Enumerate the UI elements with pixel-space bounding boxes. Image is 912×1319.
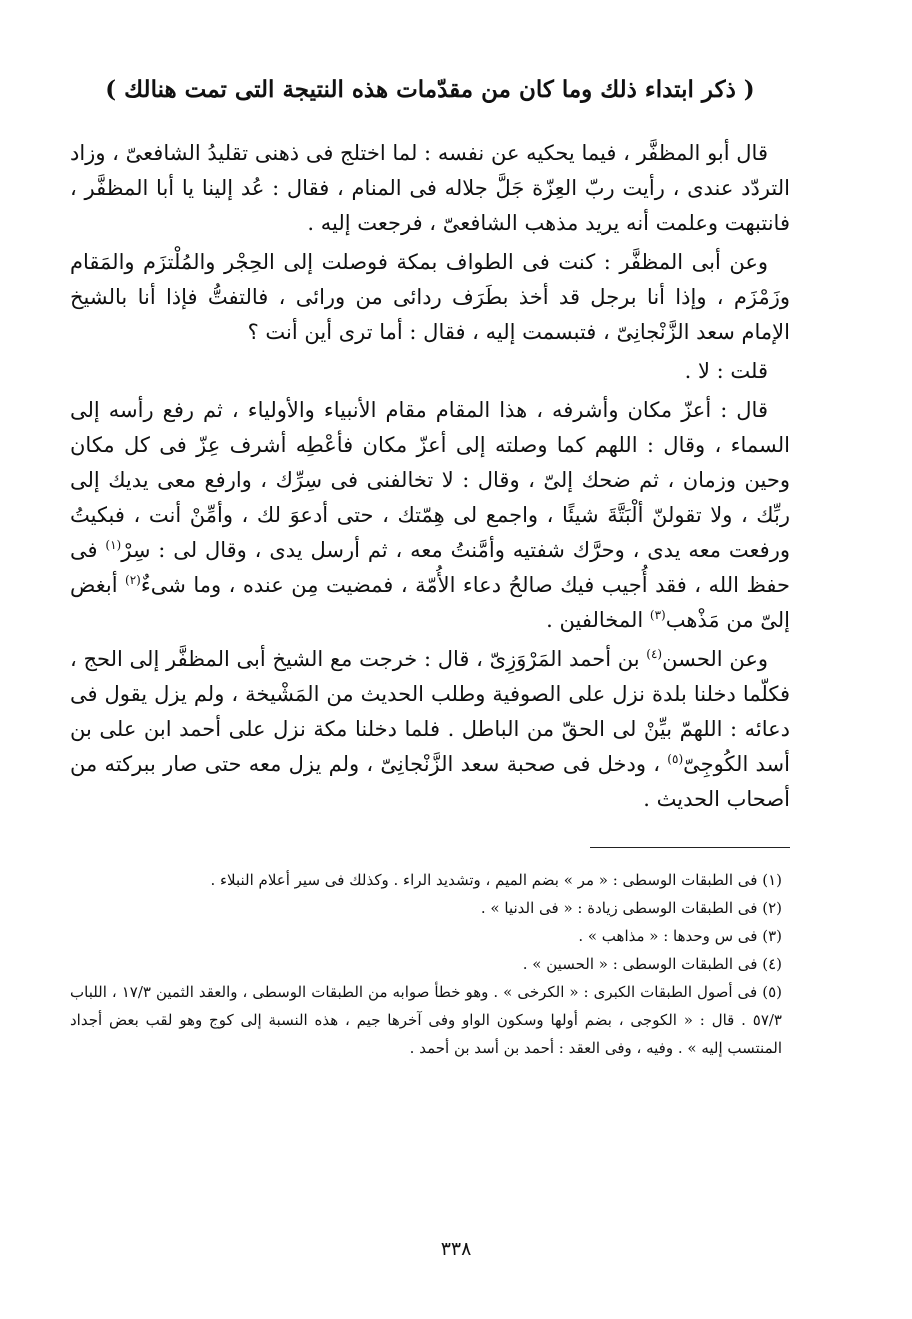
footnote-ref-5[interactable]: (٥) bbox=[667, 752, 684, 766]
footnotes bbox=[70, 866, 790, 1062]
paragraph-text: بن أحمد المَرْوَزِىّ ، قال : خرجت مع الشيخ أبى المظفَّر إلى الحج ، فكلّما دخلنا بلدة نزل على الصوفية وطلب الحديث من المَشْيخة ، ولم يزل يقول فى دعائه : اللهمّ بيِّنْ لى الحقّ من الباطل . فلما دخلنا مكة نزل على أحمد ابن على بن أسد الكُوجِىّ bbox=[70, 647, 790, 776]
footnote-ref-1[interactable]: (١) bbox=[105, 538, 122, 552]
footnote-ref-4[interactable]: (٤) bbox=[646, 647, 663, 661]
footnote-4: (٤) فى الطبقات الوسطى : « الحسين » . bbox=[522, 955, 782, 973]
footnote-ref-3[interactable]: (٣) bbox=[649, 608, 666, 622]
footnote-1: (١) فى الطبقات الوسطى : « مر » بضم الميم ، وتشديد الراء . وكذلك فى سير أعلام النبلاء . bbox=[210, 871, 782, 889]
book-page bbox=[70, 70, 790, 1062]
paragraph-5 bbox=[70, 642, 790, 817]
footnote-3: (٣) فى س وحدها : « مذاهب » . bbox=[578, 927, 782, 945]
footnote-2: (٢) فى الطبقات الوسطى زيادة : « فى الدنيا » . bbox=[480, 899, 782, 917]
paragraph-3 bbox=[70, 354, 790, 389]
paragraph-text: وعن أبى المظفَّر : كنت فى الطواف بمكة فوصلت إلى الحِجْر والمُلْتزَم والمَقام وزَمْزَم ، وإذا أنا برجل قد أخذ بطَرَف ردائى من ورائى ، فالتفتُّ فإذا أنا بالشيخ الإمام سعد الزَّنْجانِىّ ، فتبسمت إليه ، فقال : أما ترى أين أنت ؟ bbox=[70, 250, 790, 344]
paragraph-text: قال أبو المظفَّر ، فيما يحكيه عن نفسه : لما اختلج فى ذهنى تقليدُ الشافعىّ ، وزاد التردّد عندى ، رأيت ربّ العِزّة جَلَّ جلاله فى المنام ، فقال : عُد إلينا يا أبا المظفَّر ، فانتبهت وعلمت أنه يريد مذهب الشافعىّ ، فرجعت إليه . bbox=[70, 141, 790, 235]
paragraph-text: أبغض إلىّ من مَذْهب bbox=[70, 573, 790, 632]
paragraph-text: قلت : لا . bbox=[684, 359, 768, 383]
paragraph-1 bbox=[70, 136, 790, 241]
paragraph-text: قال : أعزّ مكان وأشرفه ، هذا المقام مقام الأنبياء والأولياء ، ثم رفع رأسه إلى السماء ، وقال : اللهم كما وصلته إلى أعزّ مكان فأعْطِه أشرف عِزّ فى كل مكان وحين وزمان ، ثم ضحك إلىّ ، وقال : لا تخالفنى فى سِرِّك ، وارفع معى يديك إلى ربِّك ، ولا تقولنّ ألْبَتَّةَ شيئًا ، واجمع لى هِمّتك ، حتى أدعوَ لك ، وأمِّنْ أنت ، فبكيتُ ورفعت معه يدى ، وحرَّك شفتيه وأمَّنتُ معه ، ثم أرسل يدى ، وقال لى : سِرْ bbox=[70, 398, 790, 562]
page-number: ٣٣٨ bbox=[440, 1238, 472, 1260]
paragraph-text: المخالفين . bbox=[546, 608, 650, 632]
footnote-ref-2[interactable]: (٢) bbox=[125, 573, 141, 587]
paragraph-text: فى حفظ الله ، فقد أُجيب فيك صالحُ دعاء الأُمّة ، فمضيت مِن عنده ، وما شىءٌ bbox=[70, 538, 790, 597]
footnote-5: (٥) فى أصول الطبقات الكبرى : « الكرخى » . وهو خطأ صوابه من الطبقات الوسطى ، والعقد الثمين ١٧/٣ ، اللباب ٥٧/٣ . قال : « الكوجى ، بضم أولها وسكون الواو وفى آخرها جيم ، هذه النسبة إلى كوج وهو لقب بعض أجداد المنتسب إليه » . وفيه ، وفى العقد : أحمد بن أسد بن أحمد . bbox=[70, 983, 782, 1057]
footnote-divider bbox=[590, 847, 790, 848]
paragraph-2 bbox=[70, 245, 790, 350]
paragraph-text: ، ودخل فى صحبة سعد الزَّنْجانِىّ ، ولم يزل معه حتى صار ببركته من أصحاب الحديث . bbox=[70, 752, 790, 811]
section-heading: ( ذكر ابتداء ذلك وما كان من مقدّمات هذه النتيجة التى تمت هنالك ) bbox=[105, 76, 755, 103]
paragraph-4 bbox=[70, 393, 790, 638]
paragraph-text: وعن الحسن bbox=[662, 647, 768, 671]
